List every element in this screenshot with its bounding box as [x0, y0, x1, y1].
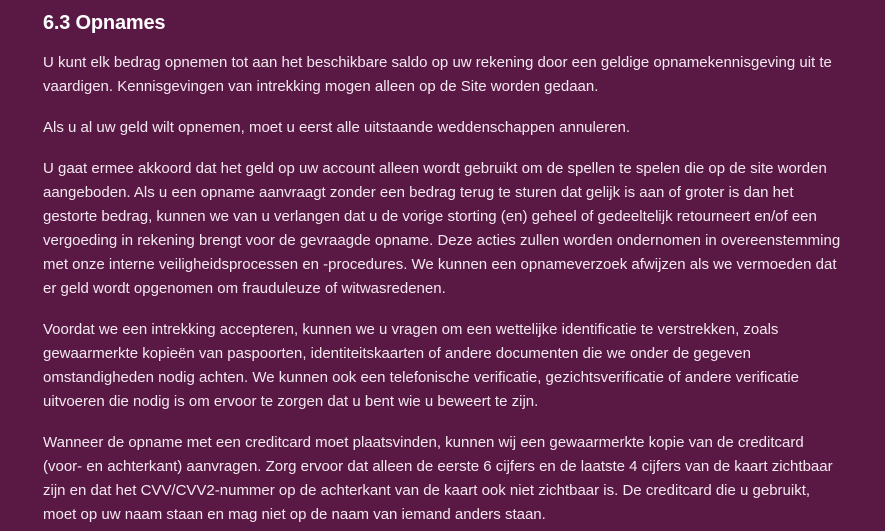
paragraph-credit-card: Wanneer de opname met een creditcard moet plaatsvinden, kunnen wij een gewaarmerkte kopie van de creditcard (voor- en achterkant) aanvragen. Zorg ervoor dat alleen de eerste 6 cijfers en de laatste 4 cijfers van de kaart zichtbaar zijn en dat het CVV/CVV2-nummer op de achterkant van de kaart ook niet zichtbaar is. De creditcard die u gebruikt, moet op uw naam staan en mag niet op de naam van iemand anders staan. — [43, 434, 833, 523]
paragraph-cancel-bets: Als u al uw geld wilt opnemen, moet u eerst alle uitstaande weddenschappen annuleren. — [43, 119, 631, 136]
paragraph-withdrawal-amount: U kunt elk bedrag opnemen tot aan het beschikbare saldo op uw rekening door een geldige opnamekennisgeving uit te vaardigen. Kennisgevingen van intrekking mogen alleen op de Site worden gedaan. — [43, 54, 832, 95]
paragraph-account-use: U gaat ermee akkoord dat het geld op uw account alleen wordt gebruikt om de spellen te spelen die op de site worden aangeboden. Als u een opname aanvraagt zonder een bedrag terug te sturen dat gelijk is aan of groter is dan het gestorte bedrag, kunnen we van u verlangen dat u de vorige storting (en) geheel of gedeeltelijk retourneert en/of een vergoeding in rekening brengt voor de gevraagde opname. Deze acties zullen worden ondernomen in overeenstemming met onze interne veiligheidsprocessen en -procedures. We kunnen een opnameverzoek afwijzen als we vermoeden dat er geld wordt opgenomen om frauduleuze of witwasredenen. — [43, 160, 841, 297]
paragraph-identification: Voordat we een intrekking accepteren, kunnen we u vragen om een wettelijke identificatie te verstrekken, zoals gewaarmerkte kopieën van paspoorten, identiteitskaarten of andere documenten die we onder de gegeven omstandigheden nodig achten. We kunnen ook een telefonische verificatie, gezichtsverificatie of andere verificatie uitvoeren die nodig is om ervoor te zorgen dat u bent wie u beweert te zijn. — [43, 321, 800, 410]
section-heading: 6.3 Opnames — [43, 12, 166, 34]
